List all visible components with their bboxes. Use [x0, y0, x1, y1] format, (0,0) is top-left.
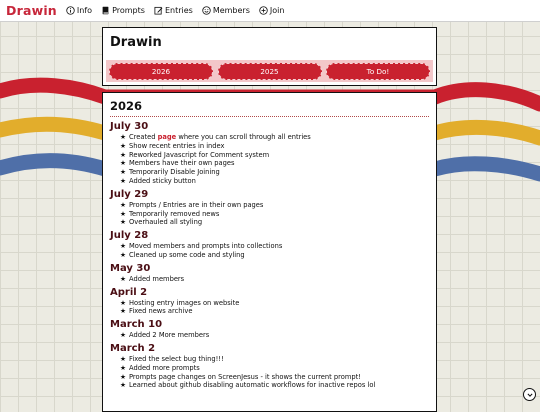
smile-icon — [202, 6, 211, 15]
list-item-text: Fixed news archive — [129, 307, 193, 316]
list-item-text: Members have their own pages — [129, 159, 235, 168]
nav-members[interactable] — [202, 6, 250, 15]
nav-prompts-label: Prompts — [112, 6, 145, 15]
changelog-title: 2026 — [110, 99, 429, 117]
entry-list — [110, 275, 429, 284]
star-icon: ★ — [120, 331, 126, 340]
top-nav — [0, 0, 540, 22]
star-icon: ★ — [120, 250, 126, 259]
list-item-text: Prompts / Entries are in their own pages — [129, 200, 264, 209]
list-item-text: Temporarily removed news — [129, 209, 220, 218]
nav-join-label: Join — [269, 6, 285, 15]
nav-entries[interactable] — [154, 6, 193, 15]
site-title: Drawin — [110, 35, 162, 50]
star-icon: ★ — [120, 307, 126, 316]
star-icon: ★ — [120, 159, 126, 168]
nav-info[interactable] — [66, 6, 92, 15]
list-item — [120, 275, 429, 284]
list-item-text: Hosting entry images on website — [129, 298, 240, 307]
nav-members-label: Members — [212, 6, 250, 15]
list-item — [120, 210, 429, 219]
star-icon: ★ — [120, 381, 126, 390]
plus-circle-icon — [259, 6, 268, 15]
star-icon: ★ — [120, 218, 126, 227]
brand-logo[interactable]: Drawin — [6, 3, 57, 18]
entry-list — [110, 331, 429, 340]
list-item — [120, 373, 429, 382]
star-icon: ★ — [120, 354, 126, 363]
entry-list — [110, 299, 429, 317]
star-icon: ★ — [120, 298, 126, 307]
list-item — [120, 133, 429, 142]
list-item-text: Show recent entries in index — [129, 141, 225, 150]
star-icon: ★ — [120, 176, 126, 185]
info-icon — [66, 6, 75, 15]
list-item-text: Reworked Javascript for Comment system — [129, 150, 270, 159]
list-item-text: Moved members and prompts into collections — [129, 242, 283, 251]
list-item-text: Created — [129, 133, 158, 141]
list-item-text: Temporarily Disable Joining — [129, 168, 220, 177]
list-item-text: Cleaned up some code and styling — [129, 250, 245, 259]
entry-date: July 30 — [110, 121, 149, 132]
star-icon: ★ — [120, 168, 126, 177]
star-icon: ★ — [120, 200, 126, 209]
pencil-icon — [154, 6, 163, 15]
list-item — [120, 177, 429, 186]
star-icon: ★ — [120, 141, 126, 150]
star-icon: ★ — [120, 372, 126, 381]
changelog-entries — [110, 121, 429, 390]
entry-date: July 28 — [110, 230, 149, 242]
list-item — [120, 364, 429, 373]
nav-info-label: Info — [76, 6, 93, 15]
tab-todo[interactable]: To Do! — [326, 63, 430, 80]
entry-list — [110, 242, 429, 260]
list-item — [120, 307, 429, 316]
list-item — [120, 299, 429, 308]
list-item-text: Prompts page changes on ScreenJesus - it shows the current prompt! — [129, 372, 361, 381]
entry-date: March 2 — [110, 342, 156, 354]
star-icon: ★ — [120, 363, 126, 372]
list-item-text: Added members — [129, 274, 185, 283]
star-icon: ★ — [120, 242, 126, 251]
list-item-text: Added 2 More members — [129, 331, 210, 340]
list-item-text: Learned about github disabling automatic workflows for inactive repos lol — [129, 381, 376, 390]
list-item-text: where you can scroll through all entries — [176, 133, 311, 141]
tab-2025[interactable]: 2025 — [218, 63, 322, 80]
chevron-down-icon — [526, 391, 534, 399]
list-item — [120, 142, 429, 151]
list-item-text: Added more prompts — [129, 363, 200, 372]
list-item-text: Added sticky button — [129, 176, 196, 185]
nav-prompts[interactable] — [101, 6, 145, 15]
list-item — [120, 151, 429, 160]
entry-date: July 29 — [110, 188, 149, 200]
list-item — [120, 168, 429, 177]
list-item — [120, 242, 429, 251]
list-item — [120, 355, 429, 364]
changelog-panel — [102, 92, 437, 412]
list-item — [120, 251, 429, 260]
entry-date: April 2 — [110, 286, 148, 298]
star-icon: ★ — [120, 209, 126, 218]
page-link[interactable]: page — [157, 133, 177, 141]
entry-date: March 10 — [110, 319, 163, 331]
star-icon: ★ — [120, 150, 126, 159]
header-panel — [102, 27, 437, 86]
tab-2026[interactable]: 2026 — [109, 63, 213, 80]
book-icon — [101, 6, 110, 15]
year-tabs — [106, 60, 433, 82]
list-item — [120, 331, 429, 340]
entry-list — [110, 133, 429, 186]
list-item — [120, 381, 429, 390]
star-icon: ★ — [120, 274, 126, 283]
entry-list — [110, 201, 429, 227]
list-item-text: Overhauled all styling — [129, 218, 203, 227]
scroll-down-button[interactable] — [523, 388, 536, 401]
list-item-text: Fixed the select bug thing!!! — [129, 354, 224, 363]
entry-date: May 30 — [110, 262, 151, 274]
star-icon: ★ — [120, 133, 126, 141]
list-item — [120, 201, 429, 210]
list-item — [120, 159, 429, 168]
nav-join[interactable] — [259, 6, 285, 15]
entry-list — [110, 355, 429, 390]
nav-entries-label: Entries — [164, 6, 193, 15]
list-item — [120, 218, 429, 227]
